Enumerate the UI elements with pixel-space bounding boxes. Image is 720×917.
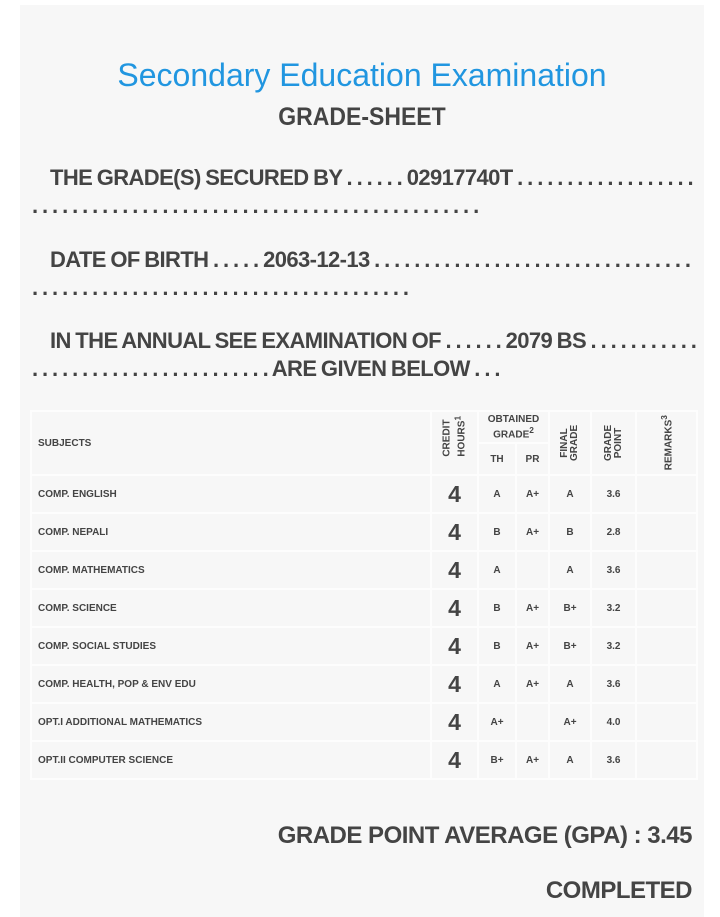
final-grade-cell: A bbox=[549, 741, 591, 779]
subject-cell: COMP. ENGLISH bbox=[31, 475, 431, 513]
remarks-cell bbox=[636, 475, 697, 513]
table-row bbox=[31, 589, 697, 627]
grade-sheet-heading: GRADE-SHEET bbox=[278, 103, 446, 131]
credit-hours-cell: 4 bbox=[431, 475, 478, 513]
table-row bbox=[31, 741, 697, 779]
theory-grade-cell: B bbox=[478, 513, 516, 551]
practical-grade-cell: A+ bbox=[516, 589, 549, 627]
grade-sheet-card bbox=[20, 5, 704, 917]
header-grade-point: GRADE POINT bbox=[591, 411, 636, 475]
result-status: COMPLETED bbox=[545, 877, 692, 904]
header-subjects: SUBJECTS bbox=[31, 411, 431, 475]
grade-point-cell: 3.6 bbox=[591, 741, 636, 779]
header-credit-hours: CREDIT HOURS$^1$ bbox=[431, 411, 478, 475]
credit-hours-cell: 4 bbox=[431, 627, 478, 665]
header-final-grade: FINAL GRADE bbox=[549, 411, 591, 475]
header-remarks: REMARKS$^3$ bbox=[636, 411, 697, 475]
practical-grade-cell: A+ bbox=[516, 513, 549, 551]
subject-cell: COMP. NEPALI bbox=[31, 513, 431, 551]
date-of-birth-line: DATE OF BIRTH . . . . . 2063-12-13 . . . . . . . . . . . . . . . . . . . . . . . . . . . . . . . . . . . . . . . . . . . . . . . . . . . . . . . . . . . . . . . . . . . . . . bbox=[32, 247, 691, 300]
credit-hours-cell: 4 bbox=[431, 703, 478, 741]
practical-grade-cell bbox=[516, 551, 549, 589]
grade-point-cell: 3.2 bbox=[591, 627, 636, 665]
remarks-cell bbox=[636, 741, 697, 779]
final-grade-cell: B+ bbox=[549, 589, 591, 627]
practical-grade-cell bbox=[516, 703, 549, 741]
grade-point-cell: 3.6 bbox=[591, 665, 636, 703]
theory-grade-cell: B bbox=[478, 589, 516, 627]
examination-line: IN THE ANNUAL SEE EXAMINATION OF . . . . . . 2079 BS . . . . . . . . . . . . . . . . . . . . . . . . . . . . . . . . . . . ARE GIVEN BELOW . . . bbox=[32, 328, 697, 381]
credit-hours-cell: 4 bbox=[431, 589, 478, 627]
remarks-cell bbox=[636, 665, 697, 703]
grade-point-cell: 2.8 bbox=[591, 513, 636, 551]
table-row bbox=[31, 703, 697, 741]
header-obtained-grade: OBTAINED GRADE$^2$ bbox=[478, 411, 549, 443]
remarks-cell bbox=[636, 589, 697, 627]
subject-cell: OPT.I ADDITIONAL MATHEMATICS bbox=[31, 703, 431, 741]
theory-grade-cell: B bbox=[478, 627, 516, 665]
practical-grade-cell: A+ bbox=[516, 741, 549, 779]
table-row bbox=[31, 513, 697, 551]
exam-title: Secondary Education Examination bbox=[117, 57, 607, 93]
gpa-summary: GRADE POINT AVERAGE (GPA) : 3.45 bbox=[277, 822, 692, 849]
grade-point-cell: 3.2 bbox=[591, 589, 636, 627]
header-pr: PR bbox=[516, 443, 549, 475]
grade-point-cell: 3.6 bbox=[591, 475, 636, 513]
table-row bbox=[31, 665, 697, 703]
remarks-cell bbox=[636, 551, 697, 589]
grades-table bbox=[30, 410, 698, 780]
credit-hours-cell: 4 bbox=[431, 665, 478, 703]
grade-point-cell: 4.0 bbox=[591, 703, 636, 741]
theory-grade-cell: A bbox=[478, 551, 516, 589]
table-row bbox=[31, 627, 697, 665]
table-row bbox=[31, 551, 697, 589]
theory-grade-cell: A bbox=[478, 665, 516, 703]
final-grade-cell: A+ bbox=[549, 703, 591, 741]
theory-grade-cell: A bbox=[478, 475, 516, 513]
grade-point-cell: 3.6 bbox=[591, 551, 636, 589]
practical-grade-cell: A+ bbox=[516, 665, 549, 703]
secured-by-line: THE GRADE(S) SECURED BY . . . . . . 02917740T . . . . . . . . . . . . . . . . . . . . . . . . . . . . . . . . . . . . . . . . . . . . . . . . . . . . . . . . . . . . . . . bbox=[32, 165, 694, 218]
subject-cell: COMP. SOCIAL STUDIES bbox=[31, 627, 431, 665]
remarks-cell bbox=[636, 703, 697, 741]
theory-grade-cell: B+ bbox=[478, 741, 516, 779]
subject-cell: COMP. MATHEMATICS bbox=[31, 551, 431, 589]
final-grade-cell: A bbox=[549, 475, 591, 513]
table-row bbox=[31, 475, 697, 513]
header-th: TH bbox=[478, 443, 516, 475]
final-grade-cell: B+ bbox=[549, 627, 591, 665]
remarks-cell bbox=[636, 627, 697, 665]
final-grade-cell: B bbox=[549, 513, 591, 551]
subject-cell: OPT.II COMPUTER SCIENCE bbox=[31, 741, 431, 779]
credit-hours-cell: 4 bbox=[431, 551, 478, 589]
practical-grade-cell: A+ bbox=[516, 627, 549, 665]
final-grade-cell: A bbox=[549, 551, 591, 589]
subject-cell: COMP. HEALTH, POP & ENV EDU bbox=[31, 665, 431, 703]
credit-hours-cell: 4 bbox=[431, 513, 478, 551]
credit-hours-cell: 4 bbox=[431, 741, 478, 779]
final-grade-cell: A bbox=[549, 665, 591, 703]
theory-grade-cell: A+ bbox=[478, 703, 516, 741]
remarks-cell bbox=[636, 513, 697, 551]
subject-cell: COMP. SCIENCE bbox=[31, 589, 431, 627]
practical-grade-cell: A+ bbox=[516, 475, 549, 513]
